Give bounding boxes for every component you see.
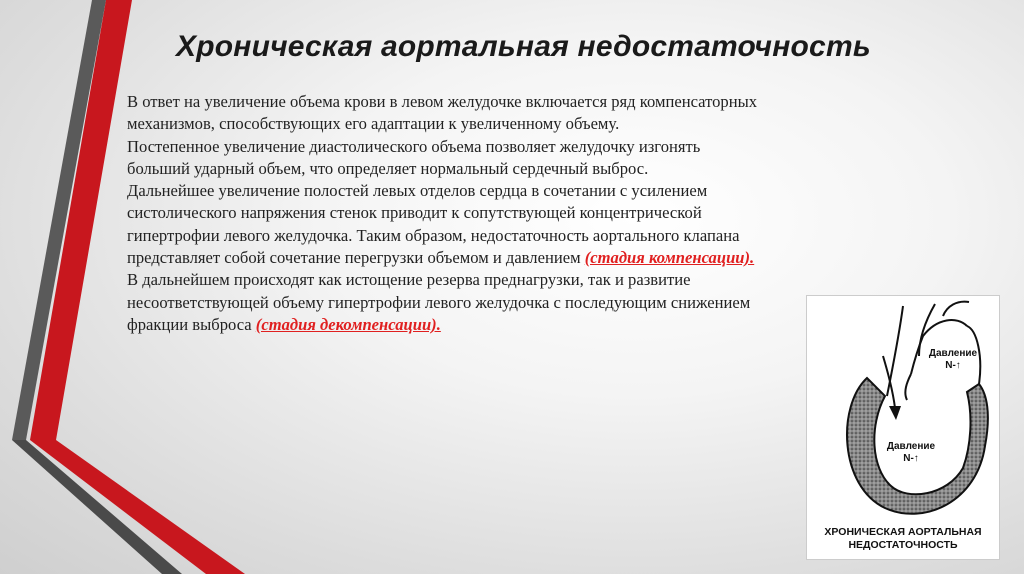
stage-decompensation: (стадия декомпенсации). [255, 314, 441, 334]
text-line: несоответствующей объему гипертрофии левого желудочка с последующим снижением [127, 292, 751, 312]
text-line: В дальнейшем происходят как истощение резерва преднагрузки, так и развитие [127, 270, 691, 290]
caption-line: НЕДОСТАТОЧНОСТЬ [848, 539, 958, 551]
slide-body [127, 91, 887, 336]
text-fragment: представляет собой сочетание перегрузки объемом и давлением [127, 248, 581, 268]
ventricle-pressure-title: Давление [886, 441, 936, 452]
figure-caption [807, 526, 999, 552]
text-line: В ответ на увеличение объема крови в левом желудочке включается ряд компенсаторных [127, 92, 758, 111]
stage-compensation: (стадия компенсации). [584, 248, 755, 268]
text-line: Дальнейшее увеличение полостей левых отделов сердца в сочетании с усилением [127, 181, 708, 201]
aorta-pressure-title: Давление [928, 348, 978, 359]
ventricle-pressure-label [869, 441, 953, 465]
ventricle-pressure-value: N-↑ [903, 453, 919, 464]
text-line-with-stage [127, 314, 887, 336]
slide-title: Хроническая аортальная недостаточность [176, 30, 871, 63]
text-fragment: фракции выброса [127, 314, 252, 334]
text-line-with-stage [127, 247, 887, 269]
text-line: больший ударный объем, что определяет нормальный сердечный выброс. [127, 158, 649, 178]
text-line: Постепенное увеличение диастолического объема позволяет желудочку изгонять [127, 136, 701, 156]
heart-diagram [806, 295, 1000, 560]
text-line: гипертрофии левого желудочка. Таким образом, недостаточность аортального клапана [127, 225, 740, 245]
text-line: систолического напряжения стенок приводит к сопутствующей концентрической [127, 203, 702, 223]
aorta-pressure-label [911, 348, 995, 372]
caption-line: ХРОНИЧЕСКАЯ АОРТАЛЬНАЯ [824, 526, 982, 538]
aorta-pressure-value: N-↑ [945, 360, 961, 371]
text-line: механизмов, способствующих его адаптации к увеличенному объему. [127, 114, 620, 134]
heart-drawing [807, 296, 1001, 561]
